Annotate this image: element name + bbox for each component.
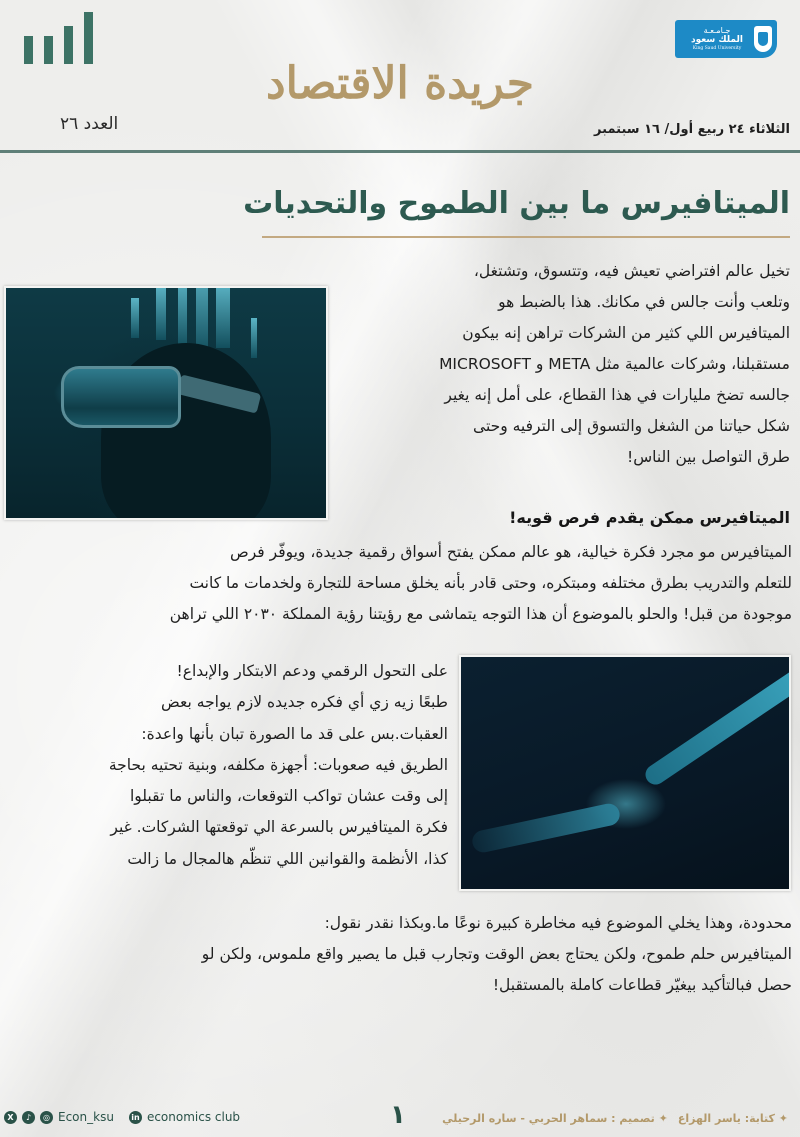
text-line: العقبات.بس على قد ما الصورة تبان بأنها واعدة: [141, 724, 448, 743]
human-robot-hands-image [459, 655, 791, 891]
ksu-logo-arabic-1: جـامـعـة [703, 25, 731, 35]
robot-arm [642, 666, 791, 789]
opportunities-paragraph [8, 537, 792, 630]
conclusion-paragraph [8, 908, 792, 1001]
text-line: مستقبلنا، وشركات عالمية مثل META و MICROSOFT [439, 355, 790, 373]
ksu-logo-text [680, 27, 754, 52]
x-icon[interactable]: X [4, 1111, 17, 1124]
club-logo [24, 12, 96, 64]
page-number: ١ [390, 1100, 406, 1130]
article-title: الميتافيرس ما بين الطموح والتحديات [243, 186, 790, 221]
text-line: الميتافيرس مو مجرد فكرة خيالية، هو عالم ممكن يفتح أسواق رقمية جديدة، ويوفّر فرص [230, 543, 792, 561]
text-line: طبعًا زيه زي أي فكره جديده لازم يواجه بعض [161, 693, 448, 712]
text-line: كذا، الأنظمة والقوانين اللي تنظّم هالمجال ما زالت [127, 849, 448, 868]
ksu-logo-arabic-2: الملك سعود [691, 34, 743, 45]
text-line: إلى وقت عشان تواكب التوقعات، والناس ما تقبلوا [129, 787, 448, 806]
social-links [4, 1110, 240, 1124]
vr-goggles [61, 366, 181, 428]
text-line: حصل فبالتأكيد بيغيّر قطاعات كاملة بالمستقبل! [492, 976, 792, 994]
issue-number: العدد ٢٦ [60, 114, 119, 134]
logo-bar [64, 26, 73, 64]
logo-bar [44, 36, 53, 64]
text-line: محدودة، وهذا يخلي الموضوع فيه مخاطرة كبيرة نوعًا ما.وبكذا نقدر نقول: [324, 914, 792, 932]
vr-headset-image [4, 286, 328, 520]
text-line: جالسه تضخ مليارات في هذا القطاع، على أمل إنه يغير [444, 386, 790, 404]
tiktok-icon[interactable]: ♪ [22, 1111, 35, 1124]
text-line: وتلعب وأنت جالس في مكانك. هذا بالضبط هو [498, 293, 790, 311]
human-arm [470, 802, 621, 855]
ksu-logo [675, 20, 777, 58]
instagram-icon[interactable]: ◎ [40, 1111, 53, 1124]
bar-chart-logo-icon [24, 36, 33, 64]
credits [442, 1112, 788, 1125]
challenges-paragraph [8, 656, 448, 875]
text-line: الميتافيرس اللي كثير من الشركات تراهن إنه بيكون [462, 324, 790, 342]
text-line: على التحول الرقمي ودعم الابتكار والإبداع! [176, 662, 448, 680]
issue-date: الثلاثاء ٢٤ ربيع أول/ ١٦ سبتمبر [594, 122, 790, 137]
ksu-logo-english: King Saud University [692, 45, 742, 51]
text-line: الطريق فيه صعوبات: أجهزة مكلفه، وبنية تحتيه بحاجة [108, 755, 448, 774]
section-subheading: الميتافيرس ممكن يقدم فرص قويه! [509, 508, 790, 527]
text-line: الميتافيرس حلم طموح، ولكن يحتاج بعض الوقت وتجارب قبل ما يصير واقع ملموس، ولكن لو [201, 945, 792, 963]
text-line: شكل حياتنا من الشغل والتسوق إلى الترفيه وحتى [473, 417, 790, 435]
design-credit: ✦ تصميم : سماهر الحربي - ساره الرحيلي [442, 1112, 668, 1125]
masthead-title: جريدة الاقتصاد [266, 58, 534, 109]
text-line: فكرة الميتافيرس بالسرعة الي توقعتها الشركات. غير [110, 818, 448, 837]
text-line: للتعلم والتدريب بطرق مختلفه ومبتكره، وحتى قادر بأنه يخلق مساحة للتجارة ولخدمات ما كانت [189, 574, 792, 592]
linkedin-label[interactable]: economics club [146, 1110, 241, 1124]
shield-icon [754, 26, 772, 52]
social-handle[interactable]: Econ_ksu [58, 1110, 114, 1124]
text-line: طرق التواصل بين الناس! [627, 448, 790, 466]
title-underline [262, 236, 790, 238]
logo-bar [84, 12, 93, 64]
header-divider [0, 150, 800, 153]
writer-credit: ✦ كتابة: ياسر الهزاع [677, 1112, 788, 1125]
linkedin-icon[interactable]: in [129, 1111, 142, 1124]
text-line: موجودة من قبل! والحلو بالموضوع أن هذا التوجه يتماشى مع رؤيتنا رؤية المملكة ٢٠٣٠ اللي تراهن [169, 605, 792, 623]
intro-paragraph [345, 256, 790, 473]
text-line: تخيل عالم افتراضي تعيش فيه، وتتسوق، وتشتغل، [473, 262, 790, 280]
